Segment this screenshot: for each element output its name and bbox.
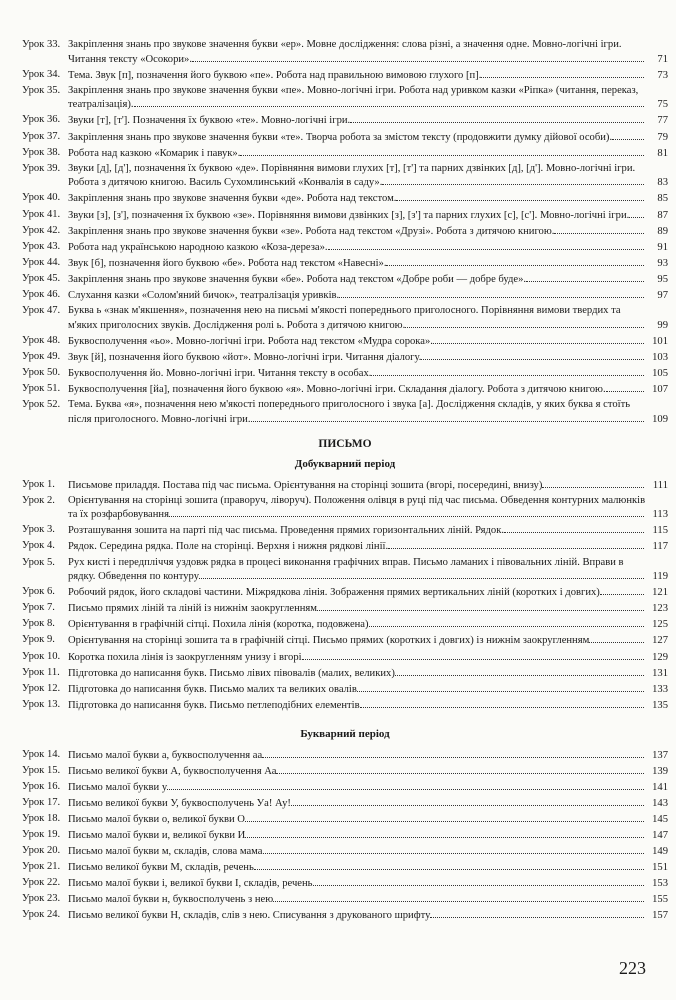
dot-leader	[371, 366, 644, 376]
lesson-title	[68, 698, 648, 713]
lesson-title	[68, 682, 648, 697]
dot-leader	[134, 97, 644, 107]
dot-leader	[302, 650, 644, 660]
toc-entry	[22, 876, 668, 891]
lesson-title	[68, 650, 648, 665]
lesson-title-text: Письмо великої букви Н, складів, слів з нею. Списування з друкованого шрифту	[68, 910, 431, 922]
lesson-title	[68, 876, 648, 891]
lesson-number: Урок 1.	[22, 478, 55, 490]
lesson-title	[68, 828, 648, 843]
lesson-title	[68, 382, 648, 397]
lesson-page: 121	[652, 587, 668, 599]
lesson-page: 123	[652, 603, 668, 615]
lesson-title	[68, 860, 648, 875]
lesson-title	[68, 764, 648, 779]
lesson-page: 83	[657, 177, 668, 189]
lesson-title-text: Орієнтування на сторінці зошита та в графічній сітці. Письмо прямих (коротких і довгих) із нижнім заокругленням	[68, 635, 590, 647]
lesson-title	[68, 304, 648, 332]
lesson-number: Урок 34.	[22, 68, 61, 80]
lesson-number: Урок 15.	[22, 764, 61, 776]
dot-leader	[291, 796, 644, 806]
toc-entry	[22, 240, 668, 255]
lesson-title-text: Коротка похила лінія із заокругленням унизу і вгорі	[68, 651, 302, 663]
lesson-number: Урок 24.	[22, 909, 61, 921]
lesson-title	[68, 224, 648, 239]
dot-leader	[481, 68, 644, 78]
lesson-title	[68, 146, 648, 161]
toc-entry	[22, 585, 668, 600]
lesson-number: Урок 21.	[22, 861, 61, 873]
lesson-title-text: Буква ь «знак м'якшення», позначення нею на письмі м'якості попереднього приголосного. Порівняння вимови твердих та м'яких приголосних звуків. Дослідження ролі ь. Робота з дитячою книгою.	[68, 305, 621, 331]
dot-leader	[262, 748, 644, 758]
lesson-title	[68, 539, 648, 554]
lesson-number: Урок 41.	[22, 208, 61, 220]
dot-leader	[350, 113, 644, 123]
toc-entry	[22, 633, 668, 648]
dot-leader	[167, 780, 644, 790]
lesson-page: 151	[652, 862, 668, 874]
lesson-title-text: Письмо великої букви А, буквосполучення Аа	[68, 765, 277, 777]
reading-lessons-list	[22, 38, 668, 426]
lesson-title	[68, 494, 648, 522]
lesson-title-text: Закріплення знань про звукове значення букви «ер». Мовне дослідження: слова різні, а значення одне. Мовно-логічні ігри. Читання тексту «Осокори».	[68, 39, 622, 65]
dot-leader	[396, 191, 644, 201]
toc-entry	[22, 398, 668, 426]
dot-leader	[629, 208, 644, 218]
lesson-page: 101	[652, 335, 668, 347]
lesson-page: 109	[652, 413, 668, 425]
lesson-page: 115	[652, 525, 668, 537]
lesson-title	[68, 523, 648, 538]
lesson-page: 89	[657, 225, 668, 237]
lesson-page: 155	[652, 894, 668, 906]
lesson-number: Урок 52.	[22, 399, 61, 411]
toc-entry	[22, 382, 668, 397]
toc-entry	[22, 478, 668, 493]
dot-leader	[430, 908, 644, 918]
toc-entry	[22, 698, 668, 713]
lesson-title	[68, 130, 648, 145]
writing-pre-alphabet-list	[22, 478, 668, 713]
subsection-title-alphabet: Букварний період	[300, 727, 390, 740]
lesson-number: Урок 36.	[22, 114, 61, 126]
lesson-number: Урок 40.	[22, 192, 61, 204]
toc-entry	[22, 494, 668, 522]
lesson-title	[68, 350, 648, 365]
lesson-title-text: Закріплення знань про звукове значення букви «пе». Мовно-логічні ігри. Робота над уривком казки «Ріпка» (читання, переказ, театралізація).	[68, 84, 639, 111]
lesson-page: 93	[657, 257, 668, 269]
lesson-title	[68, 892, 648, 907]
lesson-title	[68, 288, 648, 303]
toc-entry	[22, 68, 668, 83]
lesson-page: 145	[652, 813, 668, 825]
dot-leader	[600, 585, 644, 595]
dot-leader	[276, 764, 644, 774]
lesson-page: 143	[652, 797, 668, 809]
toc-entry	[22, 38, 668, 66]
lesson-page: 141	[652, 781, 668, 793]
lesson-page: 139	[652, 765, 668, 777]
lesson-page: 113	[652, 509, 668, 521]
lesson-title-text: Письмо малої букви и, великої букви И	[68, 830, 246, 841]
lesson-title	[68, 601, 648, 616]
lesson-title-text: Тема. Звук [п], позначення його буквою «пе». Робота над правильною вимовою глухого [п].	[68, 69, 482, 81]
toc-entry	[22, 334, 668, 349]
toc-entry	[22, 860, 668, 875]
lesson-number: Урок 22.	[22, 877, 61, 889]
lesson-title-text: Підготовка до написання букв. Письмо малих та великих овалів	[68, 683, 357, 695]
lesson-title	[68, 398, 648, 426]
dot-leader	[254, 860, 644, 870]
lesson-page: 97	[657, 290, 668, 301]
lesson-title	[68, 633, 648, 648]
lesson-title	[68, 162, 648, 190]
lesson-number: Урок 20.	[22, 845, 61, 857]
lesson-title-text: Письмо малої букви н, буквосполучень з нею	[68, 894, 274, 906]
lesson-page: 133	[652, 683, 668, 695]
lesson-number: Урок 19.	[22, 829, 61, 840]
toc-entry	[22, 682, 668, 697]
lesson-number: Урок 45.	[22, 272, 61, 284]
toc-entry	[22, 844, 668, 859]
lesson-number: Урок 44.	[22, 256, 61, 268]
lesson-title-text: Закріплення знань про звукове значення букви «де». Робота над текстом.	[68, 193, 397, 205]
toc-entry	[22, 84, 668, 112]
lesson-number: Урок 46.	[22, 289, 61, 300]
lesson-page: 71	[657, 53, 668, 65]
lesson-title	[68, 908, 648, 923]
lesson-title	[68, 796, 648, 811]
lesson-title-text: Підготовка до написання букв. Письмо лівих півовалів (малих, великих)	[68, 667, 395, 679]
lesson-title	[68, 84, 648, 112]
dot-leader	[395, 666, 644, 676]
lesson-title	[68, 844, 648, 859]
toc-entry	[22, 130, 668, 145]
toc-entry	[22, 304, 668, 332]
dot-leader	[199, 569, 644, 579]
lesson-title	[68, 666, 648, 681]
lesson-title	[68, 556, 648, 584]
toc-entry	[22, 191, 668, 206]
lesson-page: 95	[657, 273, 668, 285]
dot-leader	[245, 812, 644, 822]
lesson-number: Урок 17.	[22, 796, 61, 808]
lesson-number: Урок 23.	[22, 893, 61, 905]
toc-entry	[22, 256, 668, 271]
dot-leader	[251, 412, 645, 422]
lesson-title-text: Розташування зошита на парті під час письма. Проведення прямих горизонтальних ліній. Рядок.	[68, 525, 505, 537]
lesson-page: 79	[657, 131, 668, 143]
lesson-title-text: Робота над казкою «Комарик і павук».	[68, 147, 241, 159]
toc-entry	[22, 617, 668, 632]
toc-entry	[22, 146, 668, 161]
dot-leader	[612, 130, 644, 140]
toc-entry	[22, 113, 668, 128]
lesson-title	[68, 748, 648, 763]
table-of-contents	[22, 38, 668, 925]
lesson-page: 153	[652, 878, 668, 890]
writing-alphabet-list	[22, 748, 668, 924]
lesson-page: 137	[652, 749, 668, 761]
lesson-number: Урок 43.	[22, 240, 61, 252]
lesson-title-text: Буквосполучення йо. Мовно-логічні ігри. Читання тексту в особах.	[68, 367, 372, 379]
lesson-number: Урок 39.	[22, 162, 61, 174]
dot-leader	[273, 892, 644, 902]
lesson-page: 73	[657, 69, 668, 81]
lesson-page: 129	[652, 651, 668, 663]
lesson-page: 81	[657, 147, 668, 159]
dot-leader	[328, 240, 644, 250]
toc-entry	[22, 828, 668, 843]
lesson-page: 75	[657, 99, 668, 111]
lesson-page: 135	[652, 699, 668, 711]
lesson-number: Урок 11.	[22, 666, 60, 678]
lesson-number: Урок 10.	[22, 650, 61, 662]
lesson-title-text: Закріплення знань про звукове значення букви «бе». Робота над текстом «Добре роби — добре буде».	[68, 273, 527, 285]
dot-leader	[317, 601, 644, 611]
dot-leader	[388, 539, 644, 549]
toc-entry	[22, 908, 668, 923]
lesson-title-text: Орієнтування в графічній сітці. Похила лінія (коротка, подовжена)	[68, 619, 369, 631]
lesson-number: Урок 6.	[22, 586, 55, 598]
lesson-title-text: Звуки [з], [з'], позначення їх буквою «зе». Порівняння вимови дзвінких [з], [з'] та парних глухих [с], [с']. Мовно-логічні ігри.	[68, 209, 630, 221]
lesson-title	[68, 334, 648, 349]
lesson-number: Урок 35.	[22, 84, 61, 96]
toc-entry	[22, 601, 668, 616]
lesson-title-text: Звук [й], позначення його буквою «йот». Мовно-логічні ігри. Читання діалогу.	[68, 351, 422, 363]
lesson-title-text: Письмо малої букви у	[68, 781, 168, 793]
lesson-number: Урок 50.	[22, 366, 61, 378]
toc-entry	[22, 812, 668, 827]
lesson-number: Урок 48.	[22, 334, 61, 346]
dot-leader	[421, 350, 644, 360]
lesson-title	[68, 208, 648, 223]
lesson-number: Урок 37.	[22, 130, 61, 142]
lesson-title-text: Письмо малої букви о, великої букви О	[68, 813, 245, 825]
lesson-title	[68, 812, 648, 827]
lesson-page: 147	[652, 830, 668, 841]
toc-entry	[22, 780, 668, 795]
lesson-title	[68, 272, 648, 287]
toc-entry	[22, 272, 668, 287]
lesson-page: 77	[657, 115, 668, 127]
dot-leader	[339, 288, 644, 298]
lesson-title-text: Письмо малої букви а, буквосполучення аа	[68, 749, 263, 761]
dot-leader	[192, 52, 644, 62]
lesson-title-text: Буквосполучення [йа], позначення його буквою «я». Мовно-логічні ігри. Складання діалогу. Робота з дитячою книгою.	[68, 384, 606, 396]
lesson-title-text: Закріплення знань про звукове значення букви «зе». Робота над текстом «Друзі». Робота з дитячою книгою.	[68, 225, 555, 237]
toc-entry	[22, 350, 668, 365]
lesson-title-text: Робочий рядок, його складові частини. Міжрядкова лінія. Зображення прямих вертикальних ліній (коротких і довгих)	[68, 587, 600, 599]
lesson-number: Урок 9.	[22, 634, 55, 646]
lesson-title-text: Підготовка до написання букв. Письмо петлеподібних елементів	[68, 699, 360, 711]
lesson-page: 127	[652, 635, 668, 647]
dot-leader	[263, 844, 645, 854]
lesson-title	[68, 366, 648, 381]
lesson-title-text: Письмове приладдя. Постава під час письма. Орієнтування на сторінці зошита (вгорі, посередині, внизу)	[68, 479, 543, 491]
lesson-number: Урок 4.	[22, 540, 55, 552]
toc-entry	[22, 764, 668, 779]
lesson-title	[68, 478, 648, 493]
lesson-title-text: Письмо малої букви і, великої букви І, складів, речень	[68, 878, 313, 890]
lesson-title-text: Звук [б], позначення його буквою «бе». Робота над текстом «Навесні».	[68, 257, 387, 269]
lesson-page: 103	[652, 351, 668, 363]
lesson-number: Урок 14.	[22, 748, 61, 760]
dot-leader	[245, 828, 644, 838]
toc-entry	[22, 523, 668, 538]
lesson-number: Урок 33.	[22, 39, 61, 50]
lesson-page: 85	[657, 193, 668, 205]
lesson-number: Урок 38.	[22, 146, 61, 158]
lesson-title-text: Робота над українською народною казкою «Коза-дереза».	[68, 241, 328, 253]
lesson-number: Урок 49.	[22, 350, 61, 362]
lesson-title-text: Письмо великої букви М, складів, речень	[68, 862, 254, 874]
lesson-title	[68, 240, 648, 255]
lesson-title-text: Рядок. Середина рядка. Поле на сторінці. Верхня і нижня рядкові лінії.	[68, 541, 389, 553]
lesson-title-text: Письмо малої букви м, складів, слова мама	[68, 846, 263, 858]
lesson-title-text: Рух кисті і передпліччя уздовж рядка в процесі виконання графічних вправ. Письмо ламаних і півовальних ліній. Вправи в рядку. Обведення по контуру	[68, 556, 624, 583]
toc-entry	[22, 556, 668, 584]
lesson-number: Урок 51.	[22, 383, 61, 395]
lesson-title	[68, 38, 648, 66]
toc-entry	[22, 748, 668, 763]
lesson-title	[68, 113, 648, 128]
toc-entry	[22, 796, 668, 811]
toc-entry	[22, 892, 668, 907]
lesson-title-text: Звуки [д], [д'], позначення їх буквою «де». Порівняння вимови глухих [т], [т'] та парних дзвінких [д], [д']. Мовно-логічні ігри. Робота з дитячою книгою. Василь Сухомлинський «Конвалія в саду».	[68, 162, 636, 189]
lesson-title-text: Звуки [т], [т']. Позначення їх буквою «те». Мовно-логічні ігри.	[68, 115, 351, 127]
lesson-title	[68, 780, 648, 795]
dot-leader	[433, 334, 644, 344]
page-number: 223	[619, 958, 646, 978]
lesson-number: Урок 13.	[22, 698, 61, 710]
dot-leader	[313, 876, 645, 886]
toc-entry	[22, 288, 668, 303]
dot-leader	[369, 617, 644, 627]
lesson-title	[68, 68, 648, 83]
lesson-number: Урок 5.	[22, 556, 55, 568]
lesson-page: 157	[652, 910, 668, 922]
toc-entry	[22, 650, 668, 665]
dot-leader	[542, 478, 644, 488]
lesson-page: 117	[652, 541, 668, 553]
lesson-number: Урок 7.	[22, 602, 55, 614]
lesson-page: 99	[657, 319, 668, 331]
dot-leader	[360, 698, 644, 708]
lesson-page: 105	[652, 367, 668, 379]
lesson-title-text: Слухання казки «Солом'яний бичок», театралізація уривків.	[68, 290, 340, 301]
section-title: ПИСЬМО	[318, 438, 372, 451]
lesson-title	[68, 256, 648, 271]
lesson-number: Урок 18.	[22, 812, 61, 824]
subsection-title-pre-alphabet: Добукварний період	[294, 457, 396, 470]
lesson-page: 87	[657, 209, 668, 221]
dot-leader	[357, 682, 644, 692]
dot-leader	[240, 146, 644, 156]
lesson-page: 107	[652, 384, 668, 396]
toc-entry	[22, 366, 668, 381]
lesson-number: Урок 16.	[22, 780, 61, 792]
dot-leader	[606, 382, 644, 392]
lesson-page: 111	[652, 479, 668, 491]
dot-leader	[589, 633, 644, 643]
dot-leader	[526, 272, 644, 282]
toc-entry	[22, 208, 668, 223]
lesson-title	[68, 617, 648, 632]
lesson-page: 149	[652, 846, 668, 858]
dot-leader	[405, 318, 644, 328]
dot-leader	[386, 256, 644, 266]
lesson-number: Урок 2.	[22, 494, 55, 506]
lesson-title-text: Письмо прямих ліній та ліній із нижнім заокругленням	[68, 603, 317, 615]
toc-entry	[22, 224, 668, 239]
lesson-page: 91	[657, 241, 668, 253]
lesson-title-text: Орієнтування на сторінці зошита (праворуч, ліворуч). Положення олівця в руці під час письма. Обведення контурних малюнків та їх розфарбовування	[68, 494, 646, 521]
dot-leader	[504, 523, 644, 533]
lesson-page: 125	[652, 619, 668, 631]
lesson-page: 131	[652, 667, 668, 679]
lesson-title-text: Буквосполучення «ьо». Мовно-логічні ігри. Робота над текстом «Мудра сорока».	[68, 335, 433, 347]
lesson-number: Урок 42.	[22, 224, 61, 236]
toc-entry	[22, 162, 668, 190]
lesson-number: Урок 12.	[22, 682, 61, 694]
lesson-title-text: Закріплення знань про звукове значення букви «те». Творча робота за змістом тексту (продовжити думку дійової особи).	[68, 131, 613, 143]
lesson-number: Урок 47.	[22, 305, 61, 317]
dot-leader	[169, 507, 644, 517]
lesson-page: 119	[652, 571, 668, 583]
lesson-title	[68, 191, 648, 206]
lesson-title-text: Тема. Буква «я», позначення нею м'якості попереднього приголосного і звука [а]. Дослідження складів, у яких буква я стоїть після приголосного. Мовно-логічні ігри.	[68, 399, 631, 425]
lesson-title	[68, 585, 648, 600]
lesson-number: Урок 8.	[22, 618, 55, 630]
dot-leader	[382, 175, 644, 185]
toc-entry	[22, 666, 668, 681]
toc-entry	[22, 539, 668, 554]
lesson-number: Урок 3.	[22, 524, 55, 536]
lesson-title-text: Письмо великої букви У, буквосполучень Уа! Ау!	[68, 797, 291, 809]
dot-leader	[554, 224, 644, 234]
